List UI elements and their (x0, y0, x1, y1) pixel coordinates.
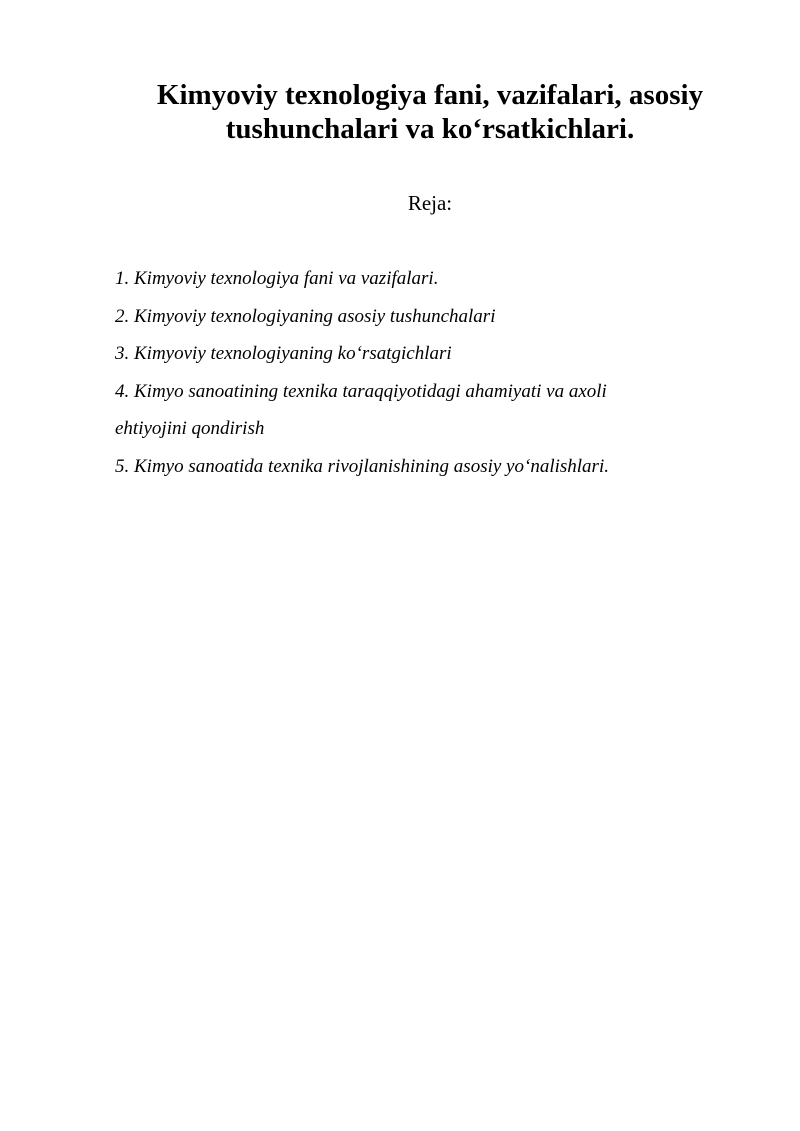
plan-item-5: 5. Kimyo sanoatida texnika rivojlanishining asosiy yo‘nalishlari. (115, 455, 609, 477)
plan-item-4-continuation: ehtiyojini qondirish (115, 418, 265, 439)
plan-heading: Reja: (407, 191, 453, 215)
plan-item-4: 4. Kimyo sanoatining texnika taraqqiyotidagi ahamiyati va axoli (115, 380, 607, 402)
title-line-2: tushunchalari va ko‘rsatkichlari. (225, 113, 635, 145)
title-line-1: Kimyoviy texnologiya fani, vazifalari, asosiy (156, 79, 704, 111)
plan-list (115, 260, 715, 485)
document-title (130, 78, 730, 146)
plan-item-2: 2. Kimyoviy texnologiyaning asosiy tushunchalari (115, 305, 496, 327)
plan-item-3: 3. Kimyoviy texnologiyaning ko‘rsatgichlari (115, 343, 452, 364)
plan-item-1: 1. Kimyoviy texnologiya fani va vazifalari. (115, 268, 439, 289)
